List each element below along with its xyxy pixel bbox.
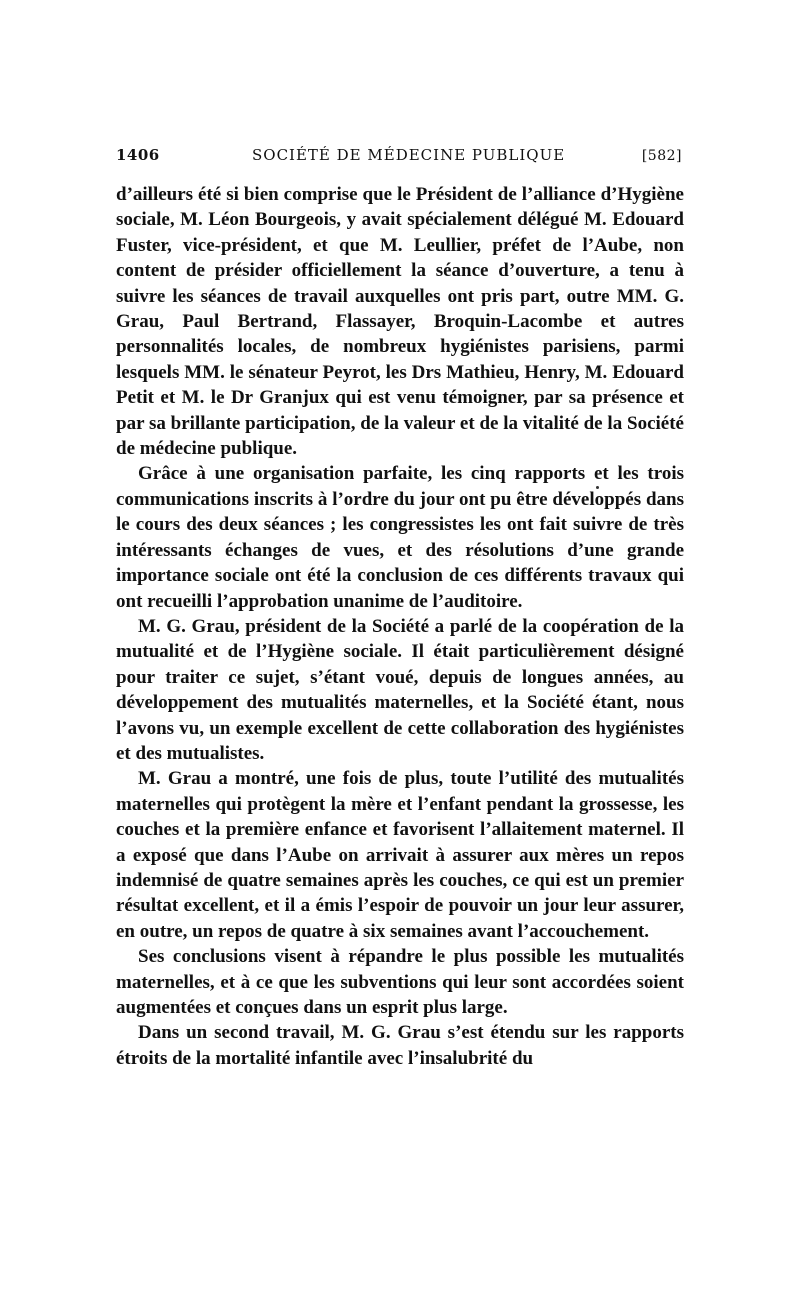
original-page-number: [582]	[641, 148, 682, 164]
print-speck	[596, 486, 599, 489]
paragraph: d’ailleurs été si bien comprise que le Président de l’alliance d’Hygiène sociale, M. Léon Bourgeois, y avait spécialement délégué M. Edouard Fuster, vice-président, et que M. Leullier, préfet de l’Aube, non content de présider officiellement la séance d’ouverture, a tenu à suivre les séances de travail auxquelles ont pris part, outre MM. G. Grau, Paul Bertrand, Flassayer, Broquin-Lacombe et autres personnalités locales, de nombreux hygiénistes parisiens, parmi lesquels MM. le sénateur Peyrot, les Drs Mathieu, Henry, M. Edouard Petit et M. le Dr Granjux qui est venu témoigner, par sa présence et par sa brillante participation, de la valeur et de la vitalité de la Société de médecine publique.	[116, 184, 684, 460]
running-header	[116, 146, 682, 170]
journal-title: SOCIÉTÉ DE MÉDECINE PUBLIQUE	[252, 146, 566, 164]
paragraph: M. Grau a montré, une fois de plus, toute l’utilité des mutualités maternelles qui protègent la mère et l’enfant pendant la grossesse, les couches et la première enfance et favorisent l’allaitement maternel. Il a exposé que dans l’Aube on arrivait à assurer aux mères un repos indemnisé de quatre semaines après les couches, ce qui est un premier résultat excellent, et il a émis l’espoir de pouvoir un jour leur assurer, en outre, un repos de quatre à six semaines avant l’accouchement.	[116, 768, 684, 942]
page-number: 1406	[116, 146, 160, 164]
paragraph: M. G. Grau, président de la Société a parlé de la coopération de la mutualité et de l’Hygiène sociale. Il était particulièrement désigné pour traiter ce sujet, s’étant voué, depuis de longues années, au développement des mutualités maternelles, et la Société étant, nous l’avons vu, un exemple excellent de cette collaboration des hygiénistes et des mutualistes.	[116, 615, 684, 764]
paragraph: Ses conclusions visent à répandre le plus possible les mutualités maternelles, et à ce que les subventions qui leur sont accordées soient augmentées et conçues dans un esprit plus large.	[116, 946, 684, 1018]
paragraph: Dans un second travail, M. G. Grau s’est étendu sur les rapports étroits de la mortalité infantile avec l’insalubrité du	[116, 1022, 684, 1069]
paragraph: Grâce à une organisation parfaite, les cinq rapports et les trois communications inscrits à l’ordre du jour ont pu être développés dans le cours des deux séances ; les congressistes les ont fait suivre de très intéressants échanges de vues, et des résolutions d’une grande importance sociale ont été la conclusion de ces différents travaux qui ont recueilli l’approbation unanime de l’auditoire.	[116, 463, 684, 612]
body-text	[116, 182, 684, 1071]
